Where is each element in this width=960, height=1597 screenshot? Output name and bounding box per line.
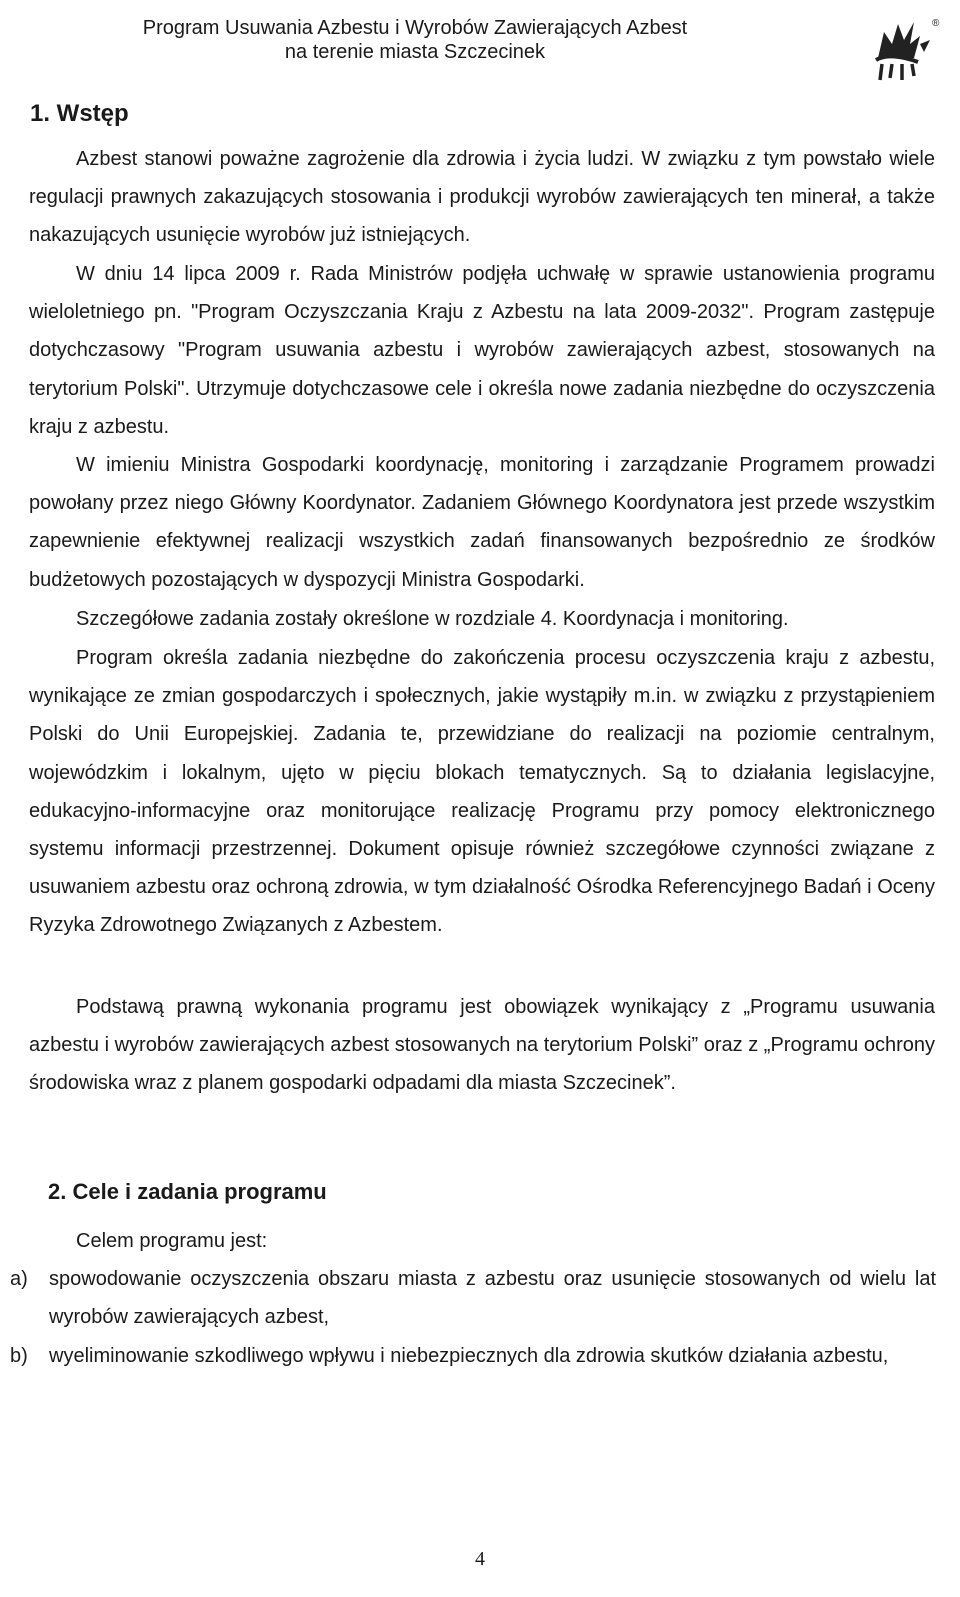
list-marker: b) [10,1345,28,1367]
list-item [10,1260,936,1336]
registered-mark: ® [932,18,940,29]
list-marker: a) [10,1268,28,1290]
paragraph-2: W dniu 14 lipca 2009 r. Rada Ministrów podjęła uchwałę w sprawie ustanowienia programu wieloletniego pn. "Program Oczyszczania Kraju z Azbestu na lata 2009-2032". Program zastępuje dotychczasowy "Program usuwania azbestu i wyrobów zawierających azbest, stosowanych na terytorium Polski". Utrzymuje dotychczasowe cele i określa nowe zadania niezbędne do oczyszczenia kraju z azbestu. [29,263,935,438]
paragraph-3: W imieniu Ministra Gospodarki koordynację, monitoring i zarządzanie Programem prowadzi powołany przez niego Główny Koordynator. Zadaniem Głównego Koordynatora jest przede wszystkim zapewnienie efektywnej realizacji wszystkich zadań finansowanych bezpośrednio ze środków budżetowych pozostających w dyspozycji Ministra Gospodarki. [29,454,935,591]
page-header [0,14,960,74]
section-heading-intro: 1. Wstęp [30,100,129,127]
page-number: 4 [475,1548,485,1570]
header-title-line2: na terenie miasta Szczecinek [284,41,546,63]
paragraph-4: Szczegółowe zadania zostały określone w rozdziale 4. Koordynacja i monitoring. [76,608,789,630]
header-title-line1: Program Usuwania Azbestu i Wyrobów Zawierających Azbest [142,17,688,39]
paragraph-1: Azbest stanowi poważne zagrożenie dla zdrowia i życia ludzi. W związku z tym powstało wiele regulacji prawnych zakazujących stosowania i produkcji wyrobów zawierających ten minerał, a także nakazujących usunięcie wyrobów już istniejących. [29,148,935,247]
paragraph-6: Podstawą prawną wykonania programu jest obowiązek wynikający z „Programu usuwania azbestu i wyrobów zawierających azbest stosowanych na terytorium Polski” oraz z „Programu ochrony środowiska wraz z planem gospodarki odpadami dla miasta Szczecinek”. [29,996,935,1095]
list-item-text: wyeliminowanie szkodliwego wpływu i niebezpiecznych dla zdrowia skutków działania azbestu, [49,1345,889,1367]
section-heading-goals: 2. Cele i zadania programu [48,1179,327,1204]
list-item [10,1337,936,1375]
list-item-text: spowodowanie oczyszczenia obszaru miasta z azbestu oraz usunięcie stosowanych od wielu lat wyrobów zawierających azbest, [49,1268,936,1329]
goals-lead: Celem programu jest: [76,1230,268,1252]
eco-logo-icon [858,14,944,86]
paragraph-5: Program określa zadania niezbędne do zakończenia procesu oczyszczenia kraju z azbestu, wynikające ze zmian gospodarczych i społecznych, jakie wystąpiły m.in. w związku z przystąpieniem Polski do Unii Europejskiej. Zadania te, przewidziane do realizacji na poziomie centralnym, wojewódzkim i lokalnym, ujęto w pięciu blokach tematycznych. Są to działania legislacyjne, edukacyjno-informacyjne oraz monitorujące realizację Programu przy pomocy elektronicznego systemu informacji przestrzennej. Dokument opisuje również szczegółowe czynności związane z usuwaniem azbestu oraz ochroną zdrowia, w tym działalność Ośrodka Referencyjnego Badań i Oceny Ryzyka Zdrowotnego Związanych z Azbestem. [29,647,935,937]
